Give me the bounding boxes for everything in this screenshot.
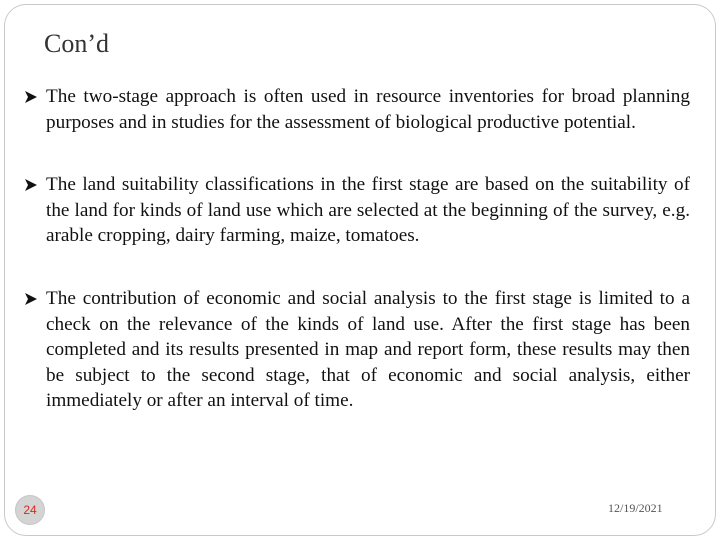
slide-title: Con’d	[44, 29, 109, 58]
arrowhead-bullet-icon	[24, 292, 38, 306]
bullet-item	[24, 286, 690, 414]
arrowhead-bullet-icon	[24, 178, 38, 192]
page-number-badge	[15, 495, 45, 525]
slide-date: 12/19/2021	[608, 501, 663, 515]
bullet-item	[24, 84, 690, 135]
bullet-text: The two-stage approach is often used in resource inventories for broad planning purposes and in studies for the assessment of biological productive potential.	[46, 86, 690, 133]
page-number: 24	[23, 503, 37, 517]
bullet-text: The land suitability classifications in the first stage are based on the suitability of the land for kinds of land use which are selected at the beginning of the survey, e.g. arable cropping, dairy farming, maize, tomatoes.	[46, 174, 690, 247]
arrowhead-bullet-icon	[24, 90, 38, 104]
bullet-text: The contribution of economic and social analysis to the first stage is limited to a check on the relevance of the kinds of land use. After the first stage has been completed and its results presented in map and report form, these results may then be subject to the second stage, that of economic and social analysis, either immediately or after an interval of time.	[46, 287, 690, 412]
bullet-item	[24, 172, 690, 249]
bullet-list	[24, 84, 690, 414]
